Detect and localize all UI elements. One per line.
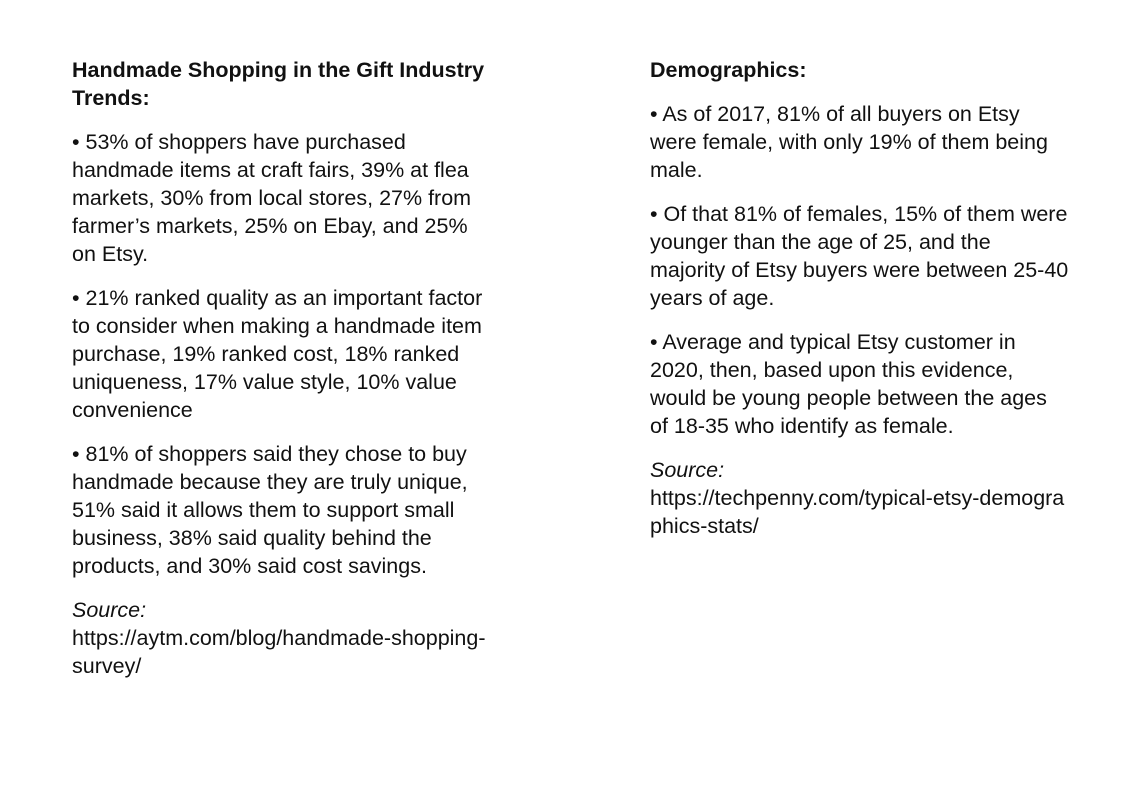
right-column [650,56,1070,556]
right-bullet-2: • Of that 81% of females, 15% of them were younger than the age of 25, and the majority of Etsy buyers were between 25-40 years of age. [650,202,1069,310]
left-bullet-3: • 81% of shoppers said they chose to buy handmade because they are truly unique, 51% said it allows them to support small business, 38% said quality behind the products, and 30% said cost savings. [72,442,468,578]
left-bullet-1: • 53% of shoppers have purchased handmade items at craft fairs, 39% at flea markets, 30% from local stores, 27% from farmer’s markets, 25% on Ebay, and 25% on Etsy. [72,130,472,266]
right-source-url: https://techpenny.com/typical-etsy-demographics-stats/ [650,486,1065,538]
right-heading: Demographics: [650,58,807,82]
left-source [72,596,492,680]
left-source-url: https://aytm.com/blog/handmade-shopping-survey/ [72,626,486,678]
left-bullet-2: • 21% ranked quality as an important factor to consider when making a handmade item purchase, 19% ranked cost, 18% ranked uniqueness, 17% value style, 10% value convenience [72,286,483,422]
right-bullet-3: • Average and typical Etsy customer in 2020, then, based upon this evidence, would be young people between the ages of 18-35 who identify as female. [650,330,1047,438]
left-column [72,56,492,696]
right-source [650,456,1070,540]
right-source-label: Source: [650,458,725,482]
right-bullet-1: • As of 2017, 81% of all buyers on Etsy were female, with only 19% of them being male. [650,102,1048,182]
left-heading: Handmade Shopping in the Gift Industry Trends: [72,58,485,110]
left-source-label: Source: [72,598,147,622]
